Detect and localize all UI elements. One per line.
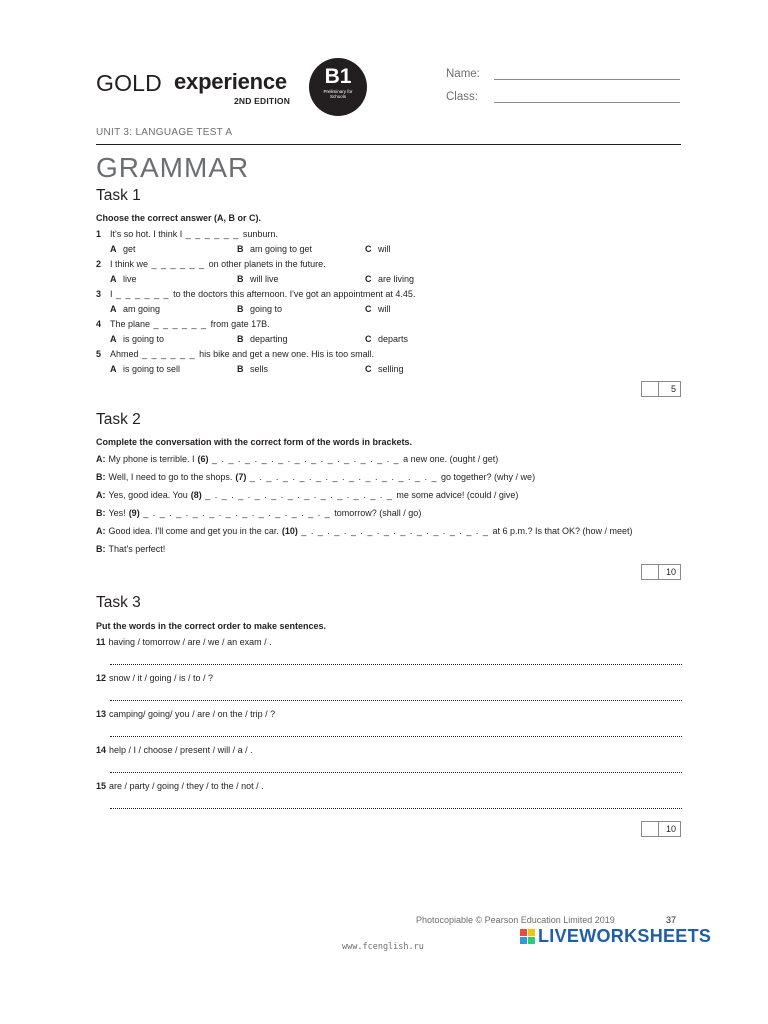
option-text: sells — [250, 364, 269, 374]
option-text: are living — [378, 274, 415, 284]
option-text: going to — [250, 304, 283, 314]
option-b[interactable] — [237, 364, 268, 374]
question-number: 2 — [96, 259, 102, 269]
question-text: I — [110, 289, 113, 299]
dialogue-text: go together? (why / we) — [441, 472, 536, 482]
dialogue-text: Yes! — [108, 508, 126, 518]
option-letter: B — [237, 364, 244, 374]
question-number: 13 — [96, 709, 107, 719]
option-text: am going — [123, 304, 161, 314]
answer-gap[interactable]: _ _ _ _ _ _ — [148, 259, 209, 269]
option-letter: A — [110, 274, 117, 284]
option-c[interactable] — [365, 334, 408, 344]
option-letter: B — [237, 304, 244, 314]
task3-score-box — [641, 821, 681, 837]
option-c[interactable] — [365, 304, 391, 314]
task2-title: Task 2 — [96, 411, 141, 428]
task2-instruction: Complete the conversation with the correct form of the words in brackets. — [96, 437, 413, 447]
page-number: 37 — [666, 915, 677, 925]
brand-gold: GOLD — [96, 70, 162, 96]
option-a[interactable] — [110, 274, 137, 284]
option-b[interactable] — [237, 244, 312, 254]
question-text: The plane — [110, 319, 151, 329]
answer-line[interactable] — [110, 772, 682, 773]
liveworksheets-logo-icon — [520, 929, 536, 945]
option-letter: C — [365, 244, 372, 254]
answer-gap[interactable]: _ . _ . _ . _ . _ . _ . _ . _ . _ . _ . _ . _ — [246, 472, 442, 482]
question-row — [96, 319, 270, 329]
option-letter: C — [365, 334, 372, 344]
answer-line[interactable] — [110, 700, 682, 701]
answer-line[interactable] — [110, 808, 682, 809]
dialogue-line — [96, 526, 633, 536]
section-title: GRAMMAR — [96, 152, 250, 183]
task3-title: Task 3 — [96, 594, 141, 611]
badge-level: B1 — [324, 65, 352, 88]
option-text: will — [378, 304, 391, 314]
question-text: his bike and get a new one. His is too small. — [199, 349, 375, 359]
question-number: 3 — [96, 289, 102, 299]
option-a[interactable] — [110, 244, 136, 254]
option-letter: A — [110, 334, 117, 344]
option-text: will live — [250, 274, 279, 284]
gap-number: (9) — [128, 508, 140, 518]
name-field[interactable] — [494, 79, 680, 80]
option-letter: B — [237, 244, 244, 254]
answer-gap[interactable]: _ _ _ _ _ _ — [150, 319, 211, 329]
reorder-item — [96, 637, 272, 647]
class-label: Class: — [446, 91, 478, 103]
question-number: 12 — [96, 673, 107, 683]
dialogue-text: at 6 p.m.? Is that OK? (how / meet) — [492, 526, 633, 536]
reorder-words: are / party / going / they / to the / not / . — [109, 781, 264, 791]
option-text: will — [378, 244, 391, 254]
option-b[interactable] — [237, 334, 288, 344]
question-text: from gate 17B. — [210, 319, 270, 329]
option-text: am going to get — [250, 244, 313, 254]
option-text: selling — [378, 364, 404, 374]
question-text: on other planets in the future. — [208, 259, 326, 269]
answer-gap[interactable]: _ . _ . _ . _ . _ . _ . _ . _ . _ . _ . _ . _ — [208, 454, 404, 464]
option-b[interactable] — [237, 304, 282, 314]
option-a[interactable] — [110, 304, 160, 314]
task3-score: 10 — [665, 824, 676, 834]
answer-gap[interactable]: _ . _ . _ . _ . _ . _ . _ . _ . _ . _ . _ . _ — [297, 526, 493, 536]
option-c[interactable] — [365, 244, 391, 254]
name-label: Name: — [446, 68, 480, 80]
gap-number: (6) — [197, 454, 209, 464]
option-c[interactable] — [365, 274, 414, 284]
answer-gap[interactable]: _ _ _ _ _ _ — [112, 289, 174, 299]
question-row — [96, 259, 326, 269]
dialogue-text: My phone is terrible. I — [108, 454, 195, 464]
dialogue-text: me some advice! (could / give) — [396, 490, 519, 500]
dialogue-text: a new one. (ought / get) — [403, 454, 499, 464]
question-row — [96, 289, 415, 299]
task1-score: 5 — [670, 384, 676, 394]
reorder-item — [96, 709, 275, 719]
edition-label: 2ND EDITION — [234, 96, 291, 106]
question-number: 1 — [96, 229, 102, 239]
task2-score-box — [641, 564, 681, 580]
reorder-words: having / tomorrow / are / we / an exam / . — [108, 637, 272, 647]
option-text: live — [123, 274, 137, 284]
question-text: to the doctors this afternoon. I've got an appointment at 4.45. — [173, 289, 416, 299]
dialogue-line — [96, 472, 535, 482]
question-text: sunburn. — [242, 229, 278, 239]
reorder-words: help / I / choose / present / will / a / . — [109, 745, 253, 755]
speaker-label: A: — [96, 454, 106, 464]
question-number: 15 — [96, 781, 107, 791]
answer-line[interactable] — [110, 664, 682, 665]
option-letter: C — [365, 274, 372, 284]
speaker-label: A: — [96, 526, 106, 536]
liveworksheets-logo: LIVEWORKSHEETS — [538, 926, 712, 946]
header-divider — [96, 144, 681, 145]
dialogue-text: Well, I need to go to the shops. — [108, 472, 233, 482]
answer-gap[interactable]: _ _ _ _ _ _ — [138, 349, 200, 359]
option-letter: A — [110, 244, 117, 254]
task1-title: Task 1 — [96, 187, 141, 204]
answer-gap[interactable]: _ _ _ _ _ _ — [182, 229, 243, 239]
option-letter: C — [365, 364, 372, 374]
question-text: Ahmed — [110, 349, 139, 359]
task1-instruction: Choose the correct answer (A, B or C). — [96, 213, 262, 223]
option-a[interactable] — [110, 364, 180, 374]
unit-heading: UNIT 3: LANGUAGE TEST A — [96, 127, 233, 138]
question-text: I think we — [110, 259, 149, 269]
option-c[interactable] — [365, 364, 404, 374]
question-number: 14 — [96, 745, 107, 755]
speaker-label: B: — [96, 508, 106, 518]
dialogue-text: Good idea. I'll come and get you in the car. — [108, 526, 279, 536]
level-badge — [309, 58, 367, 116]
dialogue-text: tomorrow? (shall / go) — [334, 508, 422, 518]
question-number: 5 — [96, 349, 102, 359]
dialogue-line — [96, 490, 518, 500]
task2-score: 10 — [665, 567, 676, 577]
speaker-label: B: — [96, 544, 106, 554]
question-row — [96, 229, 278, 239]
dialogue-line — [96, 508, 421, 518]
option-text: departs — [378, 334, 409, 344]
gap-number: (10) — [281, 526, 298, 536]
option-letter: C — [365, 304, 372, 314]
answer-line[interactable] — [110, 736, 682, 737]
answer-gap[interactable]: _ . _ . _ . _ . _ . _ . _ . _ . _ . _ . _ . _ — [139, 508, 335, 518]
answer-gap[interactable]: _ . _ . _ . _ . _ . _ . _ . _ . _ . _ . _ . _ — [201, 490, 397, 500]
gap-number: (7) — [235, 472, 247, 482]
question-row — [96, 349, 374, 359]
dialogue-text: Yes, good idea. You — [108, 490, 188, 500]
question-number: 4 — [96, 319, 102, 329]
brand-experience: experience — [174, 69, 287, 94]
option-letter: B — [237, 334, 244, 344]
class-field[interactable] — [494, 102, 680, 103]
question-text: It's so hot. I think I — [110, 229, 183, 239]
reorder-item — [96, 781, 264, 791]
badge-subtitle: Preliminary for Schools — [323, 89, 353, 99]
copyright-note: Photocopiable © Pearson Education Limited 2019 — [416, 915, 615, 925]
speaker-label: B: — [96, 472, 106, 482]
option-letter: B — [237, 274, 244, 284]
option-text: is going to — [123, 334, 165, 344]
reorder-item — [96, 673, 213, 683]
speaker-label: A: — [96, 490, 106, 500]
question-number: 11 — [96, 637, 106, 647]
option-letter: A — [110, 364, 117, 374]
dialogue-line — [96, 454, 498, 464]
option-text: get — [123, 244, 136, 254]
task3-instruction: Put the words in the correct order to make sentences. — [96, 621, 327, 631]
option-b[interactable] — [237, 274, 279, 284]
option-a[interactable] — [110, 334, 164, 344]
gap-number: (8) — [190, 490, 202, 500]
dialogue-text: That's perfect! — [108, 544, 166, 554]
reorder-words: camping/ going/ you / are / on the / trip / ? — [109, 709, 276, 719]
source-site: www.fcenglish.ru — [342, 942, 424, 952]
reorder-words: snow / it / going / is / to / ? — [109, 673, 214, 683]
task1-score-box — [641, 381, 681, 397]
reorder-item — [96, 745, 253, 755]
option-letter: A — [110, 304, 117, 314]
option-text: departing — [250, 334, 288, 344]
dialogue-line — [96, 544, 165, 554]
option-text: is going to sell — [123, 364, 181, 374]
